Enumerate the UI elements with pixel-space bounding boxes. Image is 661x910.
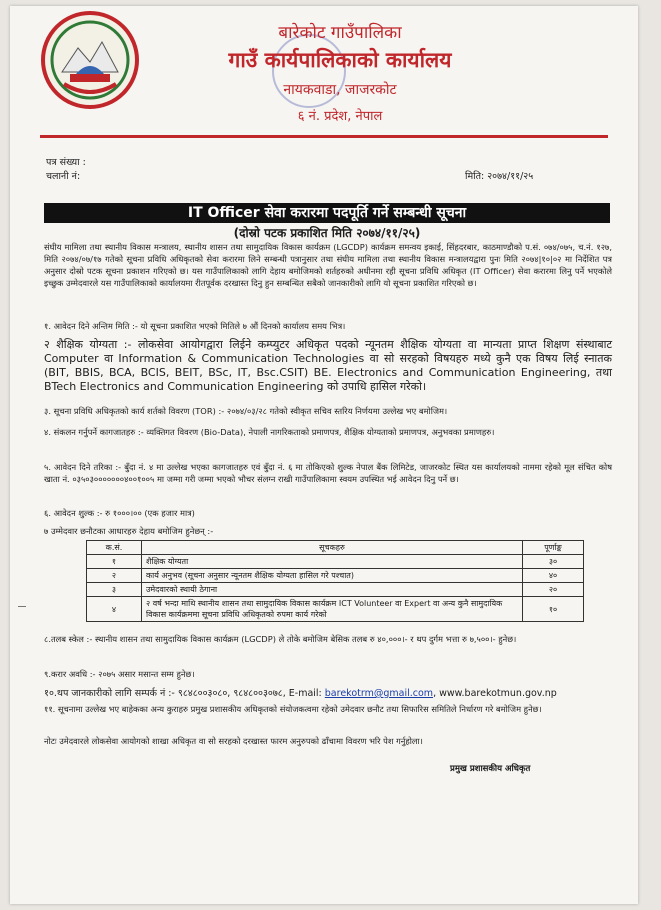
col-header-sn: क.सं. [87, 541, 142, 555]
table-cell-marks: २० [523, 583, 584, 597]
header-divider [40, 135, 608, 138]
intro-paragraph: संघीय मामिला तथा स्थानीय विकास मन्त्रालय, स्थानीय शासन तथा सामुदायिक विकास कार्यक्रम (LGCDP) कार्यक्रम समन्वय इकाई, सिंहदरबार, काठमाण्डौको प.सं. ०७४/०७५, च.नं. १२७, मिति २०७४/०७/१७ गतेको सूचना प्रविधि अधिकृतको सेवा करारमा लिने सम्बन्धी पत्रानुसार तथा संघीय मामिला तथा स्थानीय विकास मन्त्रालयद्वारा पुनः मिति २०७४|१०|०२ मा निर्देशित पत्र अनुसार दोस्रो पटक सूचना प्रकाशन गरिएको छ। यस गाउँपालिकाको लागि देहाय बमोजिमको शर्तहरुको अधीनमा रही सूचना प्रविधि अधिकृत (IT Officer) सेवा करारमा लिनु पर्ने भएकोले इच्छुक उम्मेदवारले यस गाउँपालिकाको कार्यालयमा रीतपूर्वक दरखास्त दिनु हुन सम्बन्धित सबैको जानकारीको लागि यो सूचना प्रकाशित गरिएको छ। [44, 242, 612, 288]
table-cell-indicator: कार्य अनुभव (सूचना अनुसार न्यूनतम शैक्षिक योग्यता हासिल गरे पश्चात) [142, 569, 523, 583]
signature-title: प्रमुख प्रशासकीय अधिकृत [450, 764, 531, 774]
table-header-row [87, 541, 584, 555]
table-row [87, 597, 584, 622]
item-selection-basis: ७ उम्मेदवार छनौटका आधारहरु देहाय बमोजिम हुनेछन् :- [44, 526, 214, 536]
municipality-name: बारेकोट गाउँपालिका [278, 23, 402, 43]
office-location: नायकवाडा, जाजरकोट [283, 82, 397, 98]
letter-number-label: पत्र संख्या : [46, 157, 86, 168]
table-row [87, 569, 584, 583]
item-contract-period: ९.करार अवधि :- २०७५ असार मसान्त सम्म हुनेछ। [44, 669, 195, 679]
selection-criteria-table [86, 540, 584, 622]
table-cell-sn: ३ [87, 583, 142, 597]
col-header-indicator: सूचकहरु [142, 541, 523, 555]
table-row [87, 555, 584, 569]
notice-title: IT Officer सेवा करारमा पदपूर्ति गर्ने सम्बन्धी सूचना [44, 203, 610, 223]
item-salary: ८.तलब स्केल :- स्थानीय शासन तथा सामुदायिक विकास कार्यक्रम (LGCDP) ले तोके बमोजिम बेसिक तलब रु ४०,०००।- र थप दुर्गम भत्ता रु ७,५००।- हुनेछ। [44, 634, 517, 644]
notice-date: मिति: २०७४/११/२५ [465, 171, 534, 182]
table-cell-indicator: शैक्षिक योग्यता [142, 555, 523, 569]
table-cell-marks: ३० [523, 555, 584, 569]
table-cell-marks: ४० [523, 569, 584, 583]
contact-text: १०.थप जानकारीको लागि सम्पर्क नं :- ९८४८००३०८०, ९८४८००३०७८, E-mail: [44, 688, 322, 699]
notice-subtitle: (दोस्रो पटक प्रकाशित मिति २०७४/११/२५) [233, 226, 421, 240]
table-cell-sn: २ [87, 569, 142, 583]
item-application-method: ५. आवेदन दिने तरिका :- बुँदा नं. ४ मा उल्लेख भएका कागजातहरु एवं बुँदा नं. ६ मा तोकिएको शुल्क नेपाल बैंक लिमिटेड, जाजरकोट स्थित यस कार्यालयको नाममा रहेको मूल संचित कोष खाता नं. ०३५०३०००००००४००१००५ मा जम्मा गरी जम्मा भएको भौचर संलग्न राखी गाउँपालिकामा स्वयम उपस्थित भई आवेदन दिनु पर्ने छ। [44, 462, 612, 484]
office-title: गाउँ कार्यपालिकाको कार्यालय [228, 48, 452, 72]
col-header-marks: पूर्णाङ्क [523, 541, 584, 555]
table-cell-indicator: उमेदवारको स्थायी ठेगाना [142, 583, 523, 597]
table-cell-indicator: २ वर्ष भन्दा माथि स्थानीय शासन तथा सामुदायिक विकास कार्यक्रम ICT Volunteer वा Expert वा अन्य कुनै सामुदायिक विकास कार्यक्रममा सूचना प्रविधि अधिकृतको रुपमा कार्य गरेको [142, 597, 523, 622]
item-documents: ४. संकलन गर्नुपर्ने कागजातहरु :- व्यक्तिगत विवरण (Bio-Data), नेपाली नागरिकताको प्रमाणपत्र, शैक्षिक योग्यताको प्रमाणपत्र, अनुभवका प्रमाणहरु। [44, 427, 495, 437]
notice-page [10, 6, 638, 904]
table-cell-sn: १ [87, 555, 142, 569]
item-contact [44, 688, 612, 700]
dispatch-number-label: चलानी नं: [46, 171, 81, 182]
margin-mark [18, 606, 26, 607]
item-deadline: १. आवेदन दिने अन्तिम मिति :- यो सूचना प्रकाशित भएको मितिले ७ औं दिनको कार्यालय समय भित्र। [44, 321, 346, 331]
item-other-matters: ११. सूचनामा उल्लेख भए बाहेकका अन्य कुराहरु प्रमुख प्रशासकीय अधिकृतको संयोजकत्वमा रहेको उमेदवार छनौट तथा सिफारिस समितिले निर्धारण गरे बमोजिम हुनेछ। [44, 704, 542, 714]
table-cell-sn: ४ [87, 597, 142, 622]
website-text: , www.barekotmun.gov.np [433, 688, 557, 699]
item-tor: ३. सूचना प्रविधि अधिकृतको कार्य शर्तको विवरण (TOR) :- २०७४/०३/२८ गतेको स्वीकृत सचिव स्तरिय निर्णयमा उल्लेख भए बमोजिम। [44, 406, 448, 416]
table-cell-marks: १० [523, 597, 584, 622]
government-emblem-icon [40, 10, 140, 110]
note-text: नोटः उमेदवारले लोकसेवा आयोगको शाखा अधिकृत वा सो सरहको दरखास्त फारम अनुरुपको ढाँचामा विवरण भरि पेश गर्नुहोला। [44, 736, 423, 746]
item-qualification: २ शैक्षिक योग्यता :- लोकसेवा आयोगद्वारा लिईने कम्प्युटर अधिकृत पदको न्यूनतम शैक्षिक योग्यता वा मान्यता प्राप्त शिक्षण संस्थाबाट Computer वा Information & Communication Technologies वा सो सरहको विषयहरु मध्ये कुनै एक विषय लिई स्नातक (BIT, BBIS, BCA, BCIS, BEIT, BSc, IT, Bsc.CSIT) BE. Electronics and Communication Engineering, तथा BTech Electronics and Communication Engineering को उपाधि हासिल गरेको। [44, 338, 612, 393]
item-fee: ६. आवेदन शुल्क :- रु १०००।०० (एक हजार मात्र) [44, 508, 195, 518]
table-row [87, 583, 584, 597]
email-link[interactable]: barekotrm@gmail.com [324, 688, 434, 699]
province-name: ६ नं. प्रदेश, नेपाल [297, 109, 383, 124]
